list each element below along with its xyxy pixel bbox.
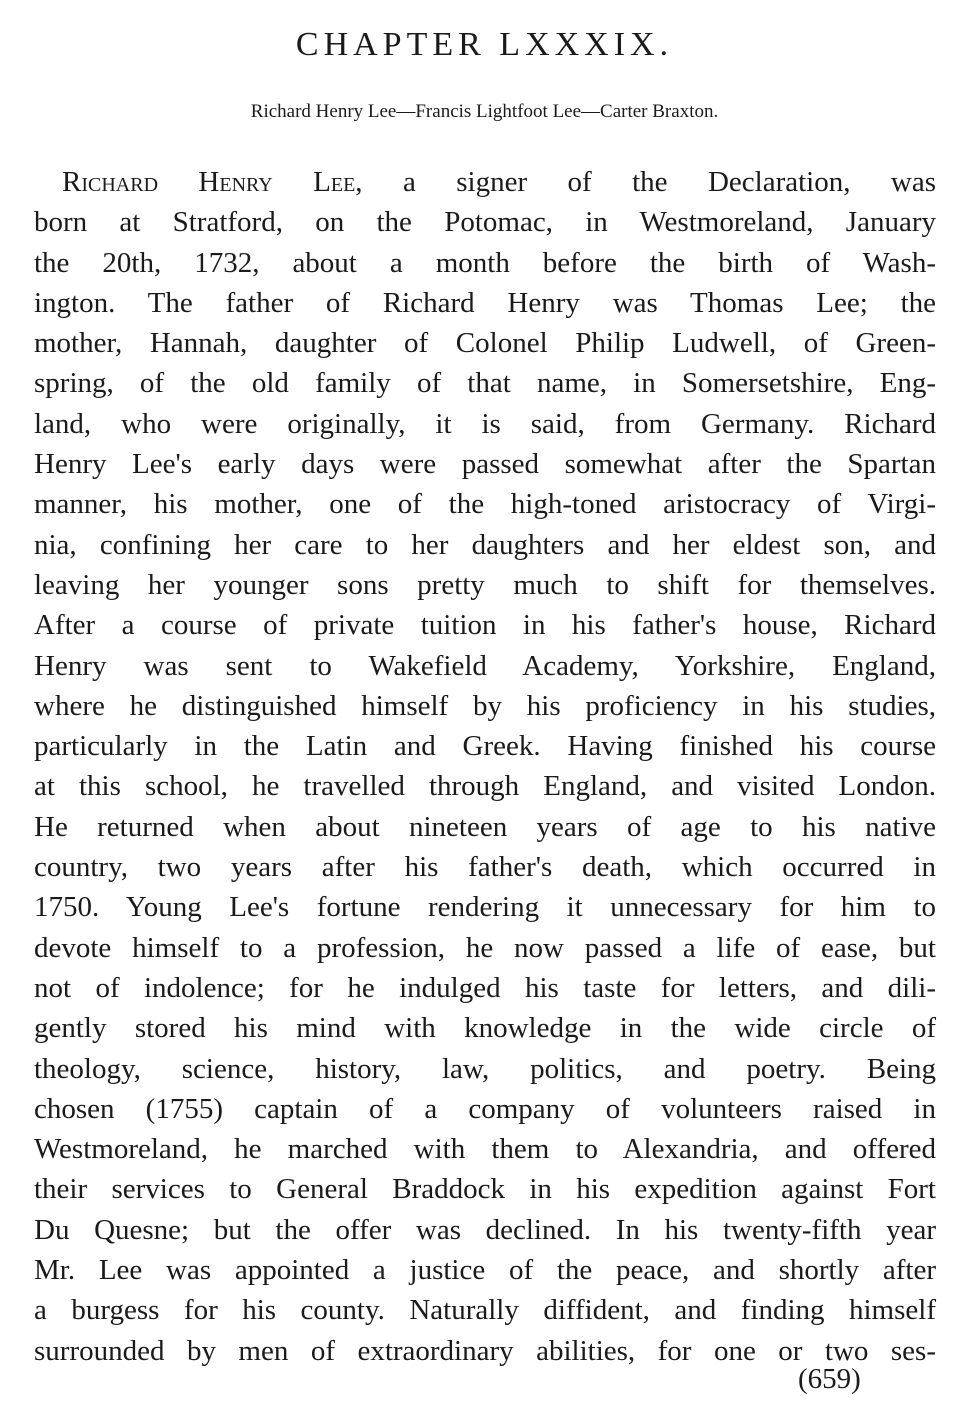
body-line: their services to General Braddock in his expedition against Fort bbox=[34, 1173, 936, 1206]
body-line: nia, confining her care to her daughters and her eldest son, and bbox=[34, 528, 936, 561]
body-line: the 20th, 1732, about a month before the birth of Wash- bbox=[34, 246, 936, 279]
body-line: where he distinguished himself by his proficiency in his studies, bbox=[34, 689, 936, 722]
body-line: gently stored his mind with knowledge in the wide circle of bbox=[34, 1012, 936, 1045]
chapter-subtitle: Richard Henry Lee—Francis Lightfoot Lee—Carter Braxton. bbox=[250, 101, 719, 122]
body-line: He returned when about nineteen years of age to his native bbox=[34, 810, 936, 843]
page-number: (659) bbox=[798, 1363, 861, 1395]
body-line: land, who were originally, it is said, from Germany. Richard bbox=[34, 407, 936, 440]
body-line: Henry Lee's early days were passed somewhat after the Spartan bbox=[34, 448, 936, 481]
body-line: After a course of private tuition in his father's house, Richard bbox=[34, 609, 936, 642]
body-line: particularly in the Latin and Greek. Having finished his course bbox=[34, 730, 936, 763]
lead-name: Richard Henry Lee, bbox=[62, 166, 363, 198]
body-line: 1750. Young Lee's fortune rendering it unnecessary for him to bbox=[34, 891, 936, 924]
body-line: Henry was sent to Wakefield Academy, Yorkshire, England, bbox=[34, 649, 936, 682]
lead-rest: a signer of the Declaration, was bbox=[362, 166, 937, 198]
body-line: manner, his mother, one of the high-toned aristocracy of Virgi- bbox=[34, 488, 936, 521]
body-line: theology, science, history, law, politics, and poetry. Being bbox=[34, 1052, 936, 1085]
body-line: Du Quesne; but the offer was declined. In his twenty-fifth year bbox=[34, 1213, 936, 1246]
body-line: a burgess for his county. Naturally diffident, and finding himself bbox=[34, 1294, 936, 1327]
body-line: Westmoreland, he marched with them to Alexandria, and offered bbox=[34, 1133, 936, 1166]
body-line: chosen (1755) captain of a company of volunteers raised in bbox=[34, 1092, 936, 1125]
body-line: born at Stratford, on the Potomac, in Westmoreland, January bbox=[34, 206, 936, 239]
body-line: spring, of the old family of that name, in Somersetshire, Eng- bbox=[34, 367, 936, 400]
body-paragraph bbox=[34, 162, 936, 1371]
body-line: country, two years after his father's death, which occurred in bbox=[34, 851, 936, 884]
body-line: Mr. Lee was appointed a justice of the peace, and shortly after bbox=[34, 1254, 936, 1287]
body-line: devote himself to a profession, he now passed a life of ease, but bbox=[34, 931, 936, 964]
chapter-title: CHAPTER LXXXIX. bbox=[295, 26, 674, 63]
body-line: mother, Hannah, daughter of Colonel Philip Ludwell, of Green- bbox=[34, 327, 936, 360]
body-line: surrounded by men of extraordinary abilities, for one or two ses- bbox=[34, 1334, 936, 1367]
body-line: leaving her younger sons pretty much to shift for themselves. bbox=[34, 568, 936, 601]
body-line bbox=[34, 162, 936, 202]
body-line: ington. The father of Richard Henry was Thomas Lee; the bbox=[34, 286, 936, 319]
body-line: at this school, he travelled through England, and visited London. bbox=[34, 770, 936, 803]
body-line: not of indolence; for he indulged his taste for letters, and dili- bbox=[34, 971, 936, 1004]
